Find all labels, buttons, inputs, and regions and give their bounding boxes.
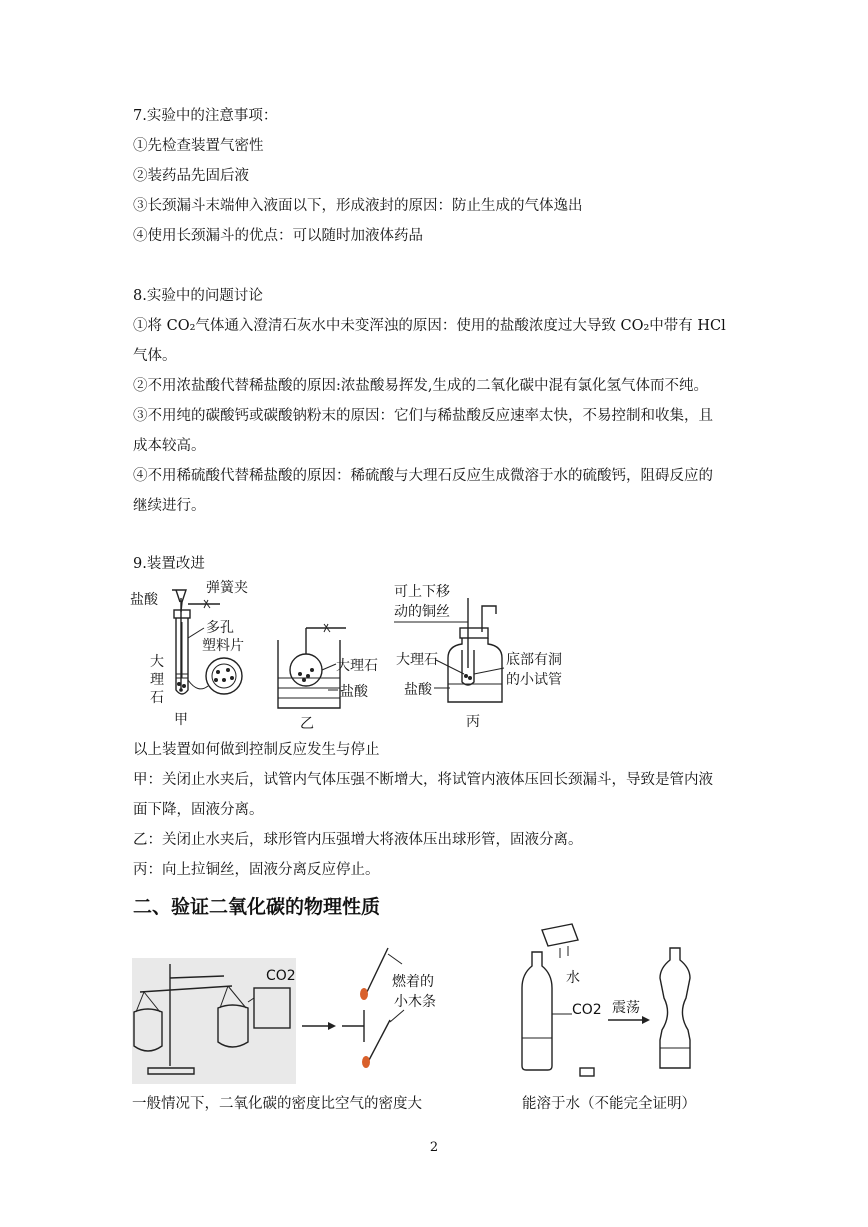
label-hydrochloric-yi: 盐酸	[340, 684, 368, 700]
water-cup	[542, 924, 578, 946]
label-marble-jia-1: 大	[150, 654, 164, 670]
section9-answer-bing: 丙：向上拉铜丝，固液分离反应停止。	[133, 862, 380, 878]
apparatus-jia	[130, 580, 248, 728]
label-co2-right: CO2	[572, 1002, 602, 1018]
section7-item-1: ①先检查装置气密性	[133, 138, 264, 154]
porous-plate-icon	[206, 658, 242, 694]
section8-line-7: 继续进行。	[133, 498, 206, 514]
label-marble-yi: 大理石	[336, 658, 378, 674]
caption-solubility: 能溶于水（不能完全证明）	[522, 1096, 696, 1112]
label-marble-jia-2: 理	[150, 672, 164, 688]
label-spring-clip: 弹簧夹	[206, 580, 248, 596]
section8-line-1: ①将 CO₂气体通入澄清石灰水中未变浑浊的原因：使用的盐酸浓度过大导致 CO₂中带有 HCl	[133, 318, 726, 334]
flame-icon-lower	[362, 1056, 370, 1068]
apparatus-yi	[278, 624, 378, 732]
t-tube	[342, 1010, 364, 1042]
flame-icon-upper	[360, 988, 368, 1000]
label-marble-bing: 大理石	[396, 652, 438, 668]
letter-jia: 甲	[174, 712, 188, 728]
section2-heading: 二、验证二氧化碳的物理性质	[133, 896, 381, 918]
letter-yi: 乙	[300, 716, 314, 732]
bottle-cap	[580, 1068, 594, 1076]
section7-item-3: ③长颈漏斗末端伸入液面以下，形成液封的原因：防止生成的气体逸出	[133, 198, 583, 214]
label-tube-2: 的小试管	[506, 672, 562, 688]
label-porous-1: 多孔	[206, 620, 234, 636]
section9-answer-jia-1: 甲：关闭止水夹后，试管内气体压强不断增大，将试管内液体压回长颈漏斗，导致是管内液	[133, 772, 713, 788]
page-number: 2	[429, 1140, 439, 1155]
section8-line-5: 成本较高。	[133, 438, 206, 454]
label-burning-1: 燃着的	[392, 974, 434, 990]
wood-stick-upper	[366, 948, 388, 994]
section7-item-4: ④使用长颈漏斗的优点：可以随时加液体药品	[133, 228, 423, 244]
section7-title: 7.实验中的注意事项：	[133, 108, 278, 124]
section8-line-6: ④不用稀硫酸代替稀盐酸的原因：稀硫酸与大理石反应生成微溶于水的硫酸钙，阻碍反应的	[133, 468, 713, 484]
label-porous-2: 塑料片	[202, 638, 244, 654]
apparatus-bing	[394, 584, 562, 730]
label-marble-jia-3: 石	[150, 690, 164, 706]
section8-line-4: ③不用纯的碳酸钙或碳酸钠粉末的原因：它们与稀盐酸反应速率太快，不易控制和收集，且	[133, 408, 713, 424]
density-figure	[132, 940, 452, 1090]
label-wire-2: 动的铜丝	[394, 604, 450, 620]
label-tube-1: 底部有洞	[506, 652, 562, 668]
section8-line-2: 气体。	[133, 348, 177, 364]
solubility-figure	[516, 918, 716, 1088]
plastic-bottle	[522, 952, 552, 1070]
label-wire-1: 可上下移	[394, 584, 450, 600]
apparatus-figure	[128, 578, 588, 734]
letter-bing: 丙	[466, 714, 480, 730]
label-hydrochloric-jia: 盐酸	[130, 592, 158, 608]
label-shake: 震荡	[612, 1000, 640, 1016]
label-water: 水	[566, 970, 580, 986]
section8-title: 8.实验中的问题讨论	[133, 288, 263, 304]
crushed-bottle	[660, 948, 690, 1068]
section9-answer-jia-2: 面下降，固液分离。	[133, 802, 264, 818]
label-co2-left: CO2	[266, 968, 296, 984]
label-burning-2: 小木条	[394, 994, 436, 1010]
section9-title: 9.装置改进	[133, 556, 205, 572]
section9-answer-yi: 乙：关闭止水夹后，球形管内压强增大将液体压出球形管，固液分离。	[133, 832, 583, 848]
section9-question: 以上装置如何做到控制反应发生与停止	[133, 742, 380, 758]
section8-line-3: ②不用浓盐酸代替稀盐酸的原因:浓盐酸易挥发,生成的二氧化碳中混有氯化氢气体而不纯。	[133, 378, 708, 394]
label-hydrochloric-bing: 盐酸	[404, 682, 432, 698]
section7-item-2: ②装药品先固后液	[133, 168, 249, 184]
wood-stick-lower	[368, 1020, 390, 1062]
caption-density: 一般情况下，二氧化碳的密度比空气的密度大	[132, 1096, 422, 1112]
bulb-tube	[290, 654, 322, 686]
